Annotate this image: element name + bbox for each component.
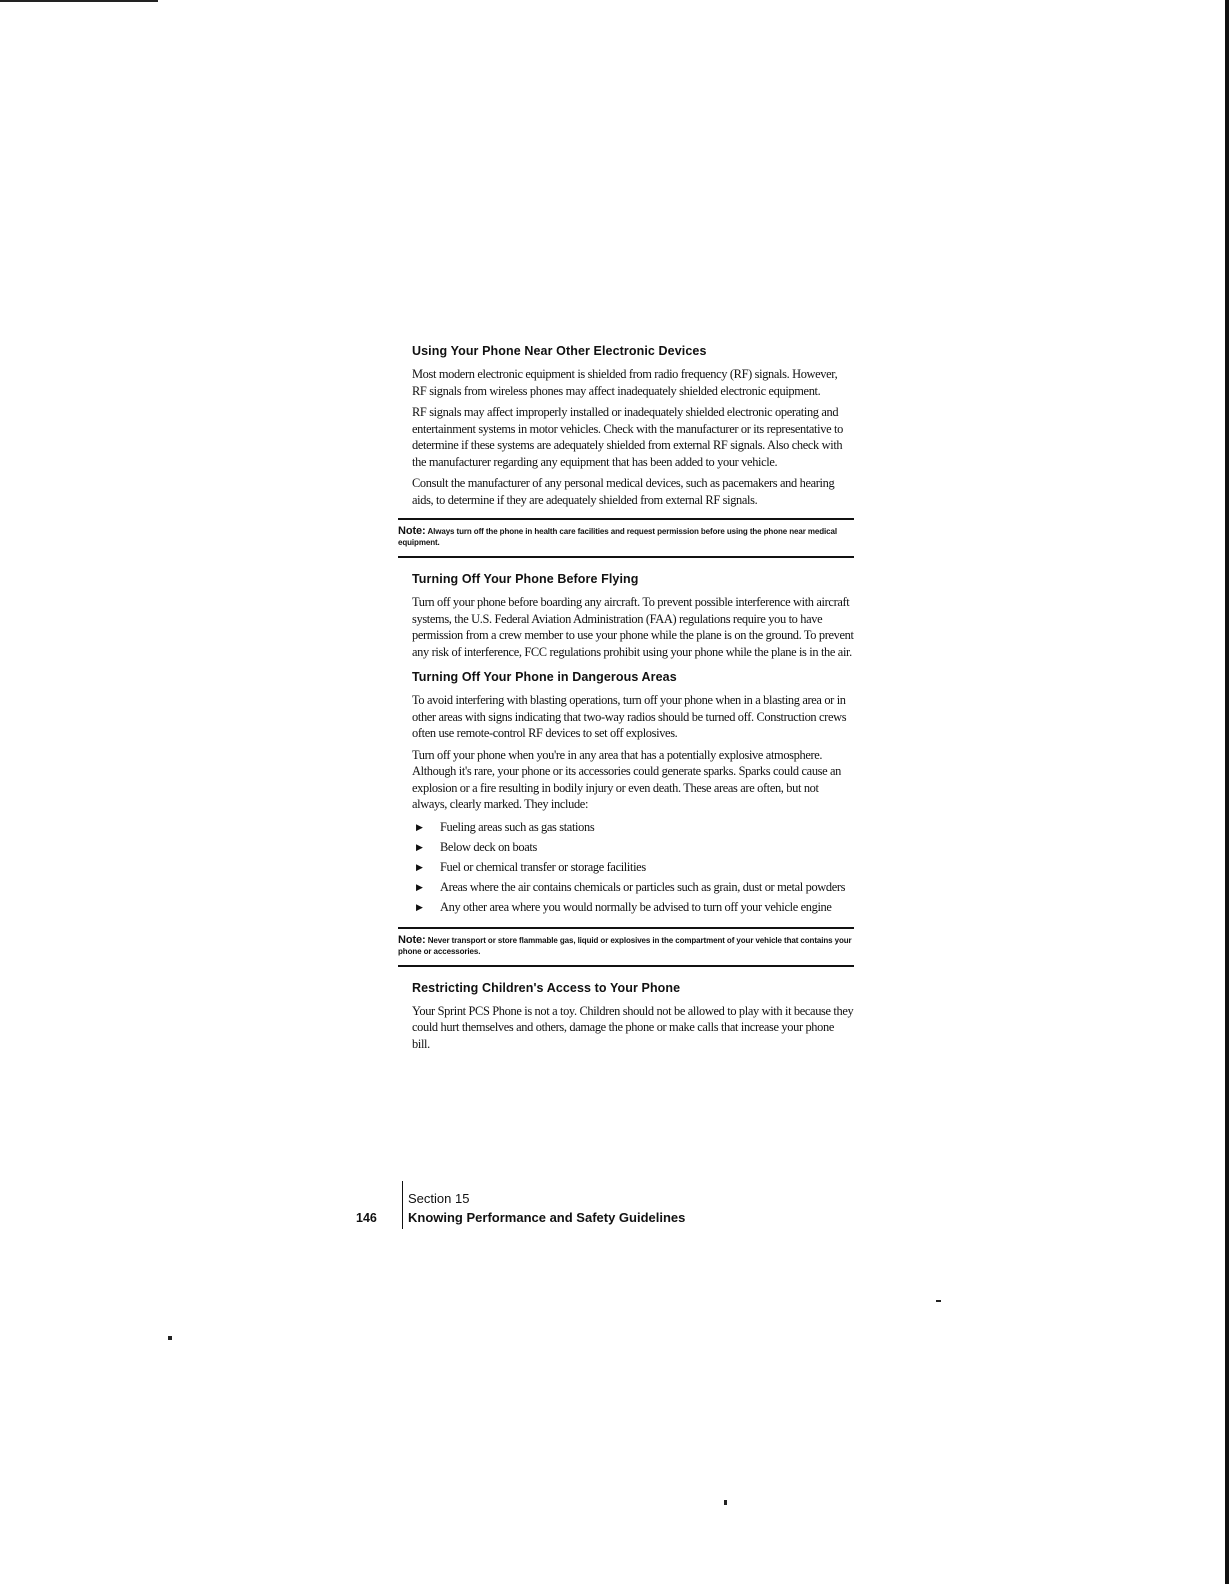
- list-item: ▶ Fueling areas such as gas stations: [398, 818, 854, 837]
- list-item: ▶ Fuel or chemical transfer or storage facilities: [398, 858, 854, 877]
- paragraph: To avoid interfering with blasting operations, turn off your phone when in a blasting area or in other areas with signs indicating that two-way radios should be turned off. Construction crews often use remote-control RF devices to set off explosives.: [412, 693, 847, 740]
- section-electronic-devices: [398, 344, 854, 508]
- paragraph: Most modern electronic equipment is shielded from radio frequency (RF) signals. However, RF signals from wireless phones may affect inadequately shielded electronic equipment.: [412, 367, 838, 398]
- section-heading: Turning Off Your Phone in Dangerous Areas: [412, 670, 677, 684]
- note-label: Note:: [398, 525, 426, 537]
- paragraph: Turn off your phone when you're in any area that has a potentially explosive atmosphere. Although it's rare, your phone or its accessories could generate sparks. Sparks could cause an explosion or a fire resulting in bodily injury or even death. These areas are often, but not always, clearly marked. They include:: [412, 747, 842, 811]
- paragraph: Consult the manufacturer of any personal medical devices, such as pacemakers and hearing aids, to determine if they are adequately shielded from external RF signals.: [412, 476, 835, 507]
- scan-edge-border: [1225, 0, 1229, 1584]
- bullet-arrow-icon: ▶: [416, 841, 423, 852]
- bullet-list: [398, 818, 854, 917]
- bullet-arrow-icon: ▶: [416, 901, 423, 912]
- note-text: Never transport or store flammable gas, liquid or explosives in the compartment of your vehicle that contains your phone or accessories.: [398, 935, 852, 956]
- list-item: ▶ Below deck on boats: [398, 838, 854, 857]
- section-flying: [398, 572, 854, 660]
- scan-speck: [724, 1500, 727, 1505]
- section-heading: Turning Off Your Phone Before Flying: [412, 572, 639, 586]
- footer-section-title: Knowing Performance and Safety Guidelines: [408, 1210, 686, 1225]
- paragraph: Your Sprint PCS Phone is not a toy. Children should not be allowed to play with it because they could hurt themselves and others, damage the phone or make calls that increase your phone bill.: [412, 1003, 854, 1051]
- paragraph: RF signals may affect improperly installed or inadequately shielded electronic operating and entertainment systems in motor vehicles. Check with the manufacturer or its representative to determine if these systems are adequately shielded from external RF signals. Also check with the manufacturer regarding any equipment that has been added to your vehicle.: [412, 405, 843, 469]
- bullet-arrow-icon: ▶: [416, 881, 423, 892]
- section-children-access: [398, 981, 854, 1053]
- note-box-flammables: [398, 927, 854, 967]
- note-box-medical: [398, 518, 854, 558]
- section-heading: Restricting Children's Access to Your Phone: [412, 980, 681, 995]
- page-content: [398, 344, 854, 1057]
- section-dangerous-areas: [398, 670, 854, 917]
- footer-section-label: Section 15: [408, 1191, 470, 1206]
- note-label: Note:: [398, 933, 426, 946]
- scan-speck: [936, 1300, 941, 1302]
- scan-edge-line: [0, 0, 158, 2]
- paragraph: Turn off your phone before boarding any aircraft. To prevent possible interference with aircraft systems, the U.S. Federal Aviation Administration (FAA) regulations require you to have permission from a crew member to use your phone while the plane is on the ground. To prevent any risk of interference, FCC regulations prohibit using your phone while the plane is in the air.: [412, 595, 854, 659]
- bullet-arrow-icon: ▶: [416, 821, 423, 832]
- bullet-arrow-icon: ▶: [416, 861, 423, 872]
- scan-speck: [168, 1336, 172, 1340]
- note-text: Always turn off the phone in health care facilities and request permission before using the phone near medical equipment.: [398, 527, 837, 547]
- footer-divider: [402, 1181, 403, 1229]
- page-number: 146: [356, 1211, 377, 1225]
- list-item: ▶ Areas where the air contains chemicals or particles such as grain, dust or metal powders: [398, 878, 854, 897]
- list-item: ▶ Any other area where you would normally be advised to turn off your vehicle engine: [398, 898, 854, 917]
- section-heading: Using Your Phone Near Other Electronic Devices: [412, 344, 707, 358]
